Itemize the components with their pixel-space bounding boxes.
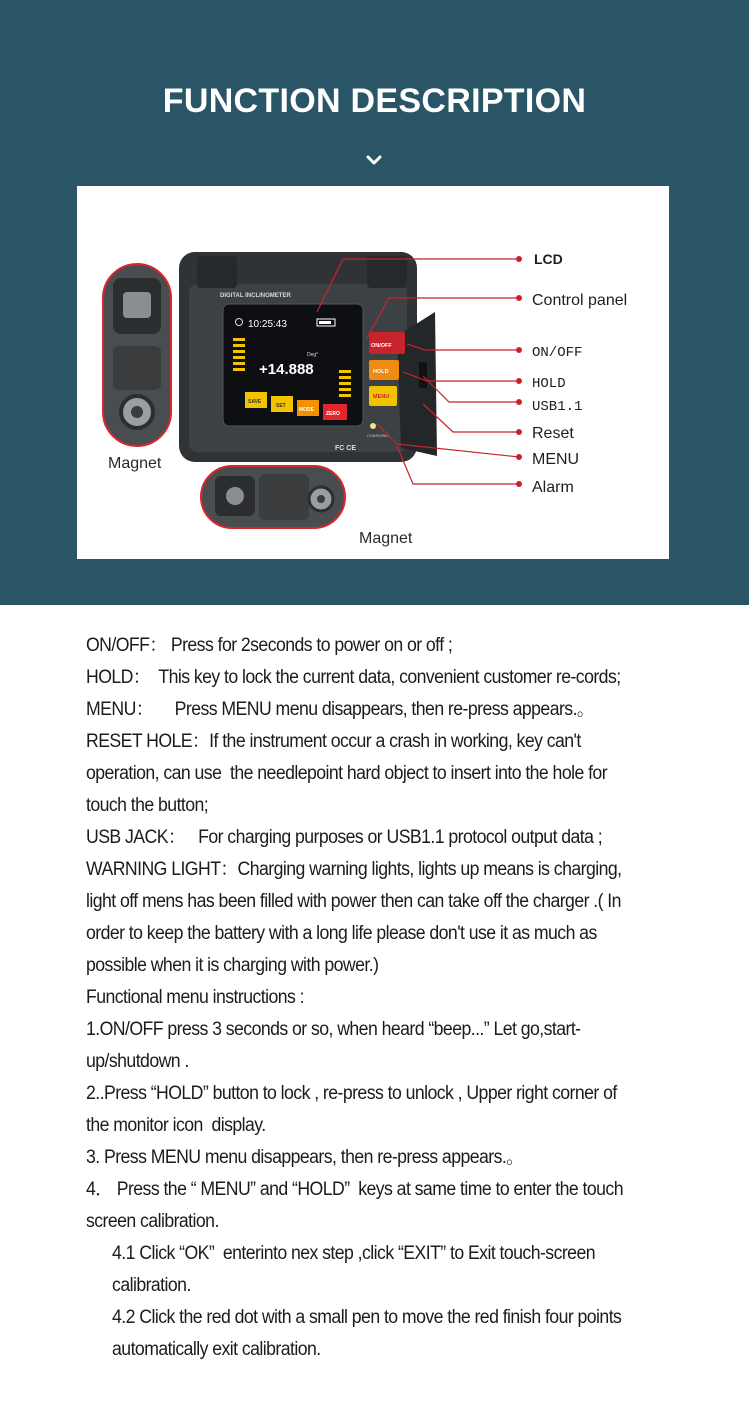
callout-alarm: Alarm xyxy=(532,479,574,496)
chevron-down-icon xyxy=(364,152,384,168)
desc-menu: MENU： Press MENU menu disappears, then re-press appears.。 xyxy=(86,699,595,720)
desc-warning-light: WARNING LIGHT：Charging warning lights, lights up means is charging, light off mens has been filled with power then can take off the charger .( In order to keep the battery with a long life please don't use it as much as possible when it is charging with power.) xyxy=(86,859,626,976)
device-reading: +14.888 xyxy=(259,361,314,378)
btn-zero: ZERO xyxy=(326,411,340,417)
charging-label: CHARGING xyxy=(367,433,389,438)
desc-menu-instructions-heading: Functional menu instructions : xyxy=(86,987,304,1008)
callout-dots xyxy=(516,256,522,487)
desc-usb-jack: USB JACK： For charging purposes or USB1.1 protocol output data ; xyxy=(86,827,603,848)
inclinometer-device xyxy=(179,252,437,462)
product-photo xyxy=(77,186,669,559)
magnet-bottom-image xyxy=(201,466,345,528)
desc-step-4-2: 4.2 Click the red dot with a small pen to move the red finish four points automatically exit calibration. xyxy=(112,1307,626,1360)
desc-hold: HOLD： This key to lock the current data, convenient customer re-cords; xyxy=(86,667,621,688)
btn-mode: MODE xyxy=(299,407,314,413)
btn-save: SAVE xyxy=(248,399,262,405)
callout-onoff: ON/OFF xyxy=(532,345,583,361)
magnet-bottom-label: Magnet xyxy=(359,530,413,547)
desc-step-4-1: 4.1 Click “OK” enterinto nex step ,click “EXIT” to Exit touch-screen calibration. xyxy=(112,1243,600,1296)
callout-lcd: LCD xyxy=(534,251,563,267)
callout-menu: MENU xyxy=(532,451,580,468)
callout-hold: HOLD xyxy=(532,376,566,392)
desc-step-1: 1.ON/OFF press 3 seconds or so, when heard “beep...” Let go,start-up/shutdown . xyxy=(86,1019,581,1072)
side-btn-onoff: ON/OFF xyxy=(371,343,392,349)
side-btn-hold: HOLD xyxy=(373,369,389,375)
device-unit: Deg° xyxy=(307,352,319,358)
desc-onoff: ON/OFF： Press for 2seconds to power on or off ; xyxy=(86,635,453,656)
magnet-left-label: Magnet xyxy=(108,455,162,472)
callout-reset: Reset xyxy=(532,425,574,442)
header-banner xyxy=(0,0,749,605)
side-btn-menu: MENU xyxy=(373,394,390,400)
page-title: FUNCTION DESCRIPTION xyxy=(162,82,587,120)
desc-step-3: 3. Press MENU menu disappears, then re-press appears.。 xyxy=(86,1147,524,1168)
device-time: 10:25:43 xyxy=(248,319,287,330)
function-description-text xyxy=(86,630,635,1366)
desc-step-4: 4． Press the “ MENU” and “HOLD” keys at same time to enter the touch screen calibration. xyxy=(86,1179,628,1232)
desc-reset-hole: RESET HOLE：If the instrument occur a crash in working, key can't operation, can use the needlepoint hard object to insert into the hole for touch the button; xyxy=(86,731,612,816)
magnet-left-image xyxy=(103,264,171,446)
desc-step-2: 2..Press “HOLD” button to lock , re-press to unlock , Upper right corner of the monitor icon display. xyxy=(86,1083,622,1136)
callout-control-panel: Control panel xyxy=(532,292,628,309)
device-brand-label: DIGITAL INCLINOMETER xyxy=(220,293,291,299)
btn-set: SET xyxy=(276,403,286,409)
callout-usb: USB1.1 xyxy=(532,399,583,415)
cert-marks: FC CE xyxy=(335,445,356,452)
